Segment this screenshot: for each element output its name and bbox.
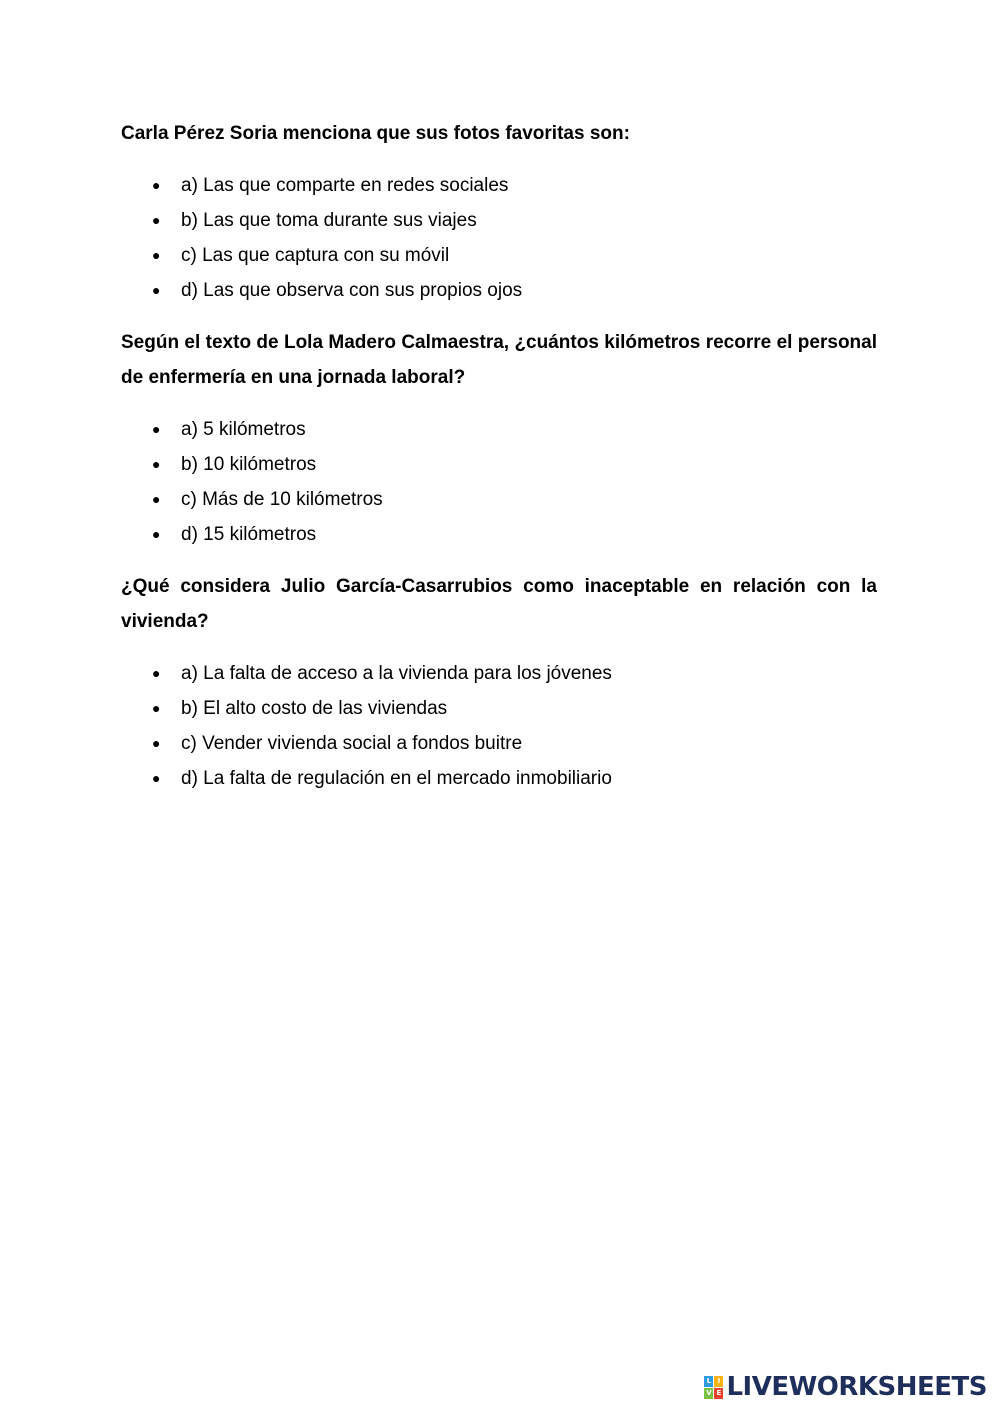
logo-tile: V: [706, 1388, 712, 1397]
bullet-icon: ●: [152, 526, 161, 542]
option-label: c) Más de 10 kilómetros: [181, 489, 383, 510]
logo-tile: E: [714, 1388, 723, 1399]
option-item[interactable]: [121, 691, 877, 726]
worksheet-page: [121, 116, 877, 813]
option-item[interactable]: [121, 412, 877, 447]
question-text: Según el texto de Lola Madero Calmaestra, ¿cuántos kilómetros recorre el personal de enfermería en una jornada laboral?: [121, 332, 877, 388]
bullet-icon: ●: [152, 421, 161, 437]
logo-tile: I: [714, 1376, 723, 1387]
bullet-icon: ●: [152, 735, 161, 751]
option-item[interactable]: [121, 726, 877, 761]
liveworksheets-logo: [704, 1372, 987, 1402]
logo-text: LIVEWORKSHEETS: [726, 1372, 987, 1402]
option-label: d) Las que observa con sus propios ojos: [181, 280, 523, 301]
option-label: b) El alto costo de las viviendas: [181, 698, 448, 719]
option-item[interactable]: [121, 656, 877, 691]
logo-tile: L: [704, 1376, 713, 1387]
option-item[interactable]: [121, 238, 877, 273]
bullet-icon: ●: [152, 665, 161, 681]
question-block-1: [121, 116, 877, 308]
option-item[interactable]: [121, 517, 877, 552]
option-label: b) 10 kilómetros: [181, 454, 317, 475]
option-label: b) Las que toma durante sus viajes: [181, 210, 477, 231]
options-list: [121, 656, 877, 796]
question-text: ¿Qué considera Julio García-Casarrubios como inaceptable en relación con la vivienda?: [121, 576, 877, 632]
bullet-icon: ●: [152, 282, 161, 298]
option-item[interactable]: [121, 168, 877, 203]
option-item[interactable]: [121, 761, 877, 796]
option-item[interactable]: [121, 203, 877, 238]
options-list: [121, 168, 877, 308]
option-label: a) 5 kilómetros: [181, 419, 306, 440]
option-label: c) Las que captura con su móvil: [181, 245, 450, 266]
question-block-3: [121, 569, 877, 796]
option-item[interactable]: [121, 482, 877, 517]
bullet-icon: ●: [152, 177, 161, 193]
options-list: [121, 412, 877, 552]
bullet-icon: ●: [152, 247, 161, 263]
option-label: a) Las que comparte en redes sociales: [181, 175, 509, 196]
option-label: d) La falta de regulación en el mercado inmobiliario: [181, 768, 612, 789]
bullet-icon: ●: [152, 770, 161, 786]
option-label: a) La falta de acceso a la vivienda para los jóvenes: [181, 663, 612, 684]
bullet-icon: ●: [152, 491, 161, 507]
bullet-icon: ●: [152, 456, 161, 472]
option-item[interactable]: [121, 447, 877, 482]
option-item[interactable]: [121, 273, 877, 308]
question-text: Carla Pérez Soria menciona que sus fotos favoritas son:: [121, 123, 630, 144]
question-block-2: [121, 325, 877, 552]
option-label: d) 15 kilómetros: [181, 524, 317, 545]
logo-mark-icon: [704, 1376, 723, 1399]
option-label: c) Vender vivienda social a fondos buitre: [181, 733, 523, 754]
bullet-icon: ●: [152, 700, 161, 716]
bullet-icon: ●: [152, 212, 161, 228]
